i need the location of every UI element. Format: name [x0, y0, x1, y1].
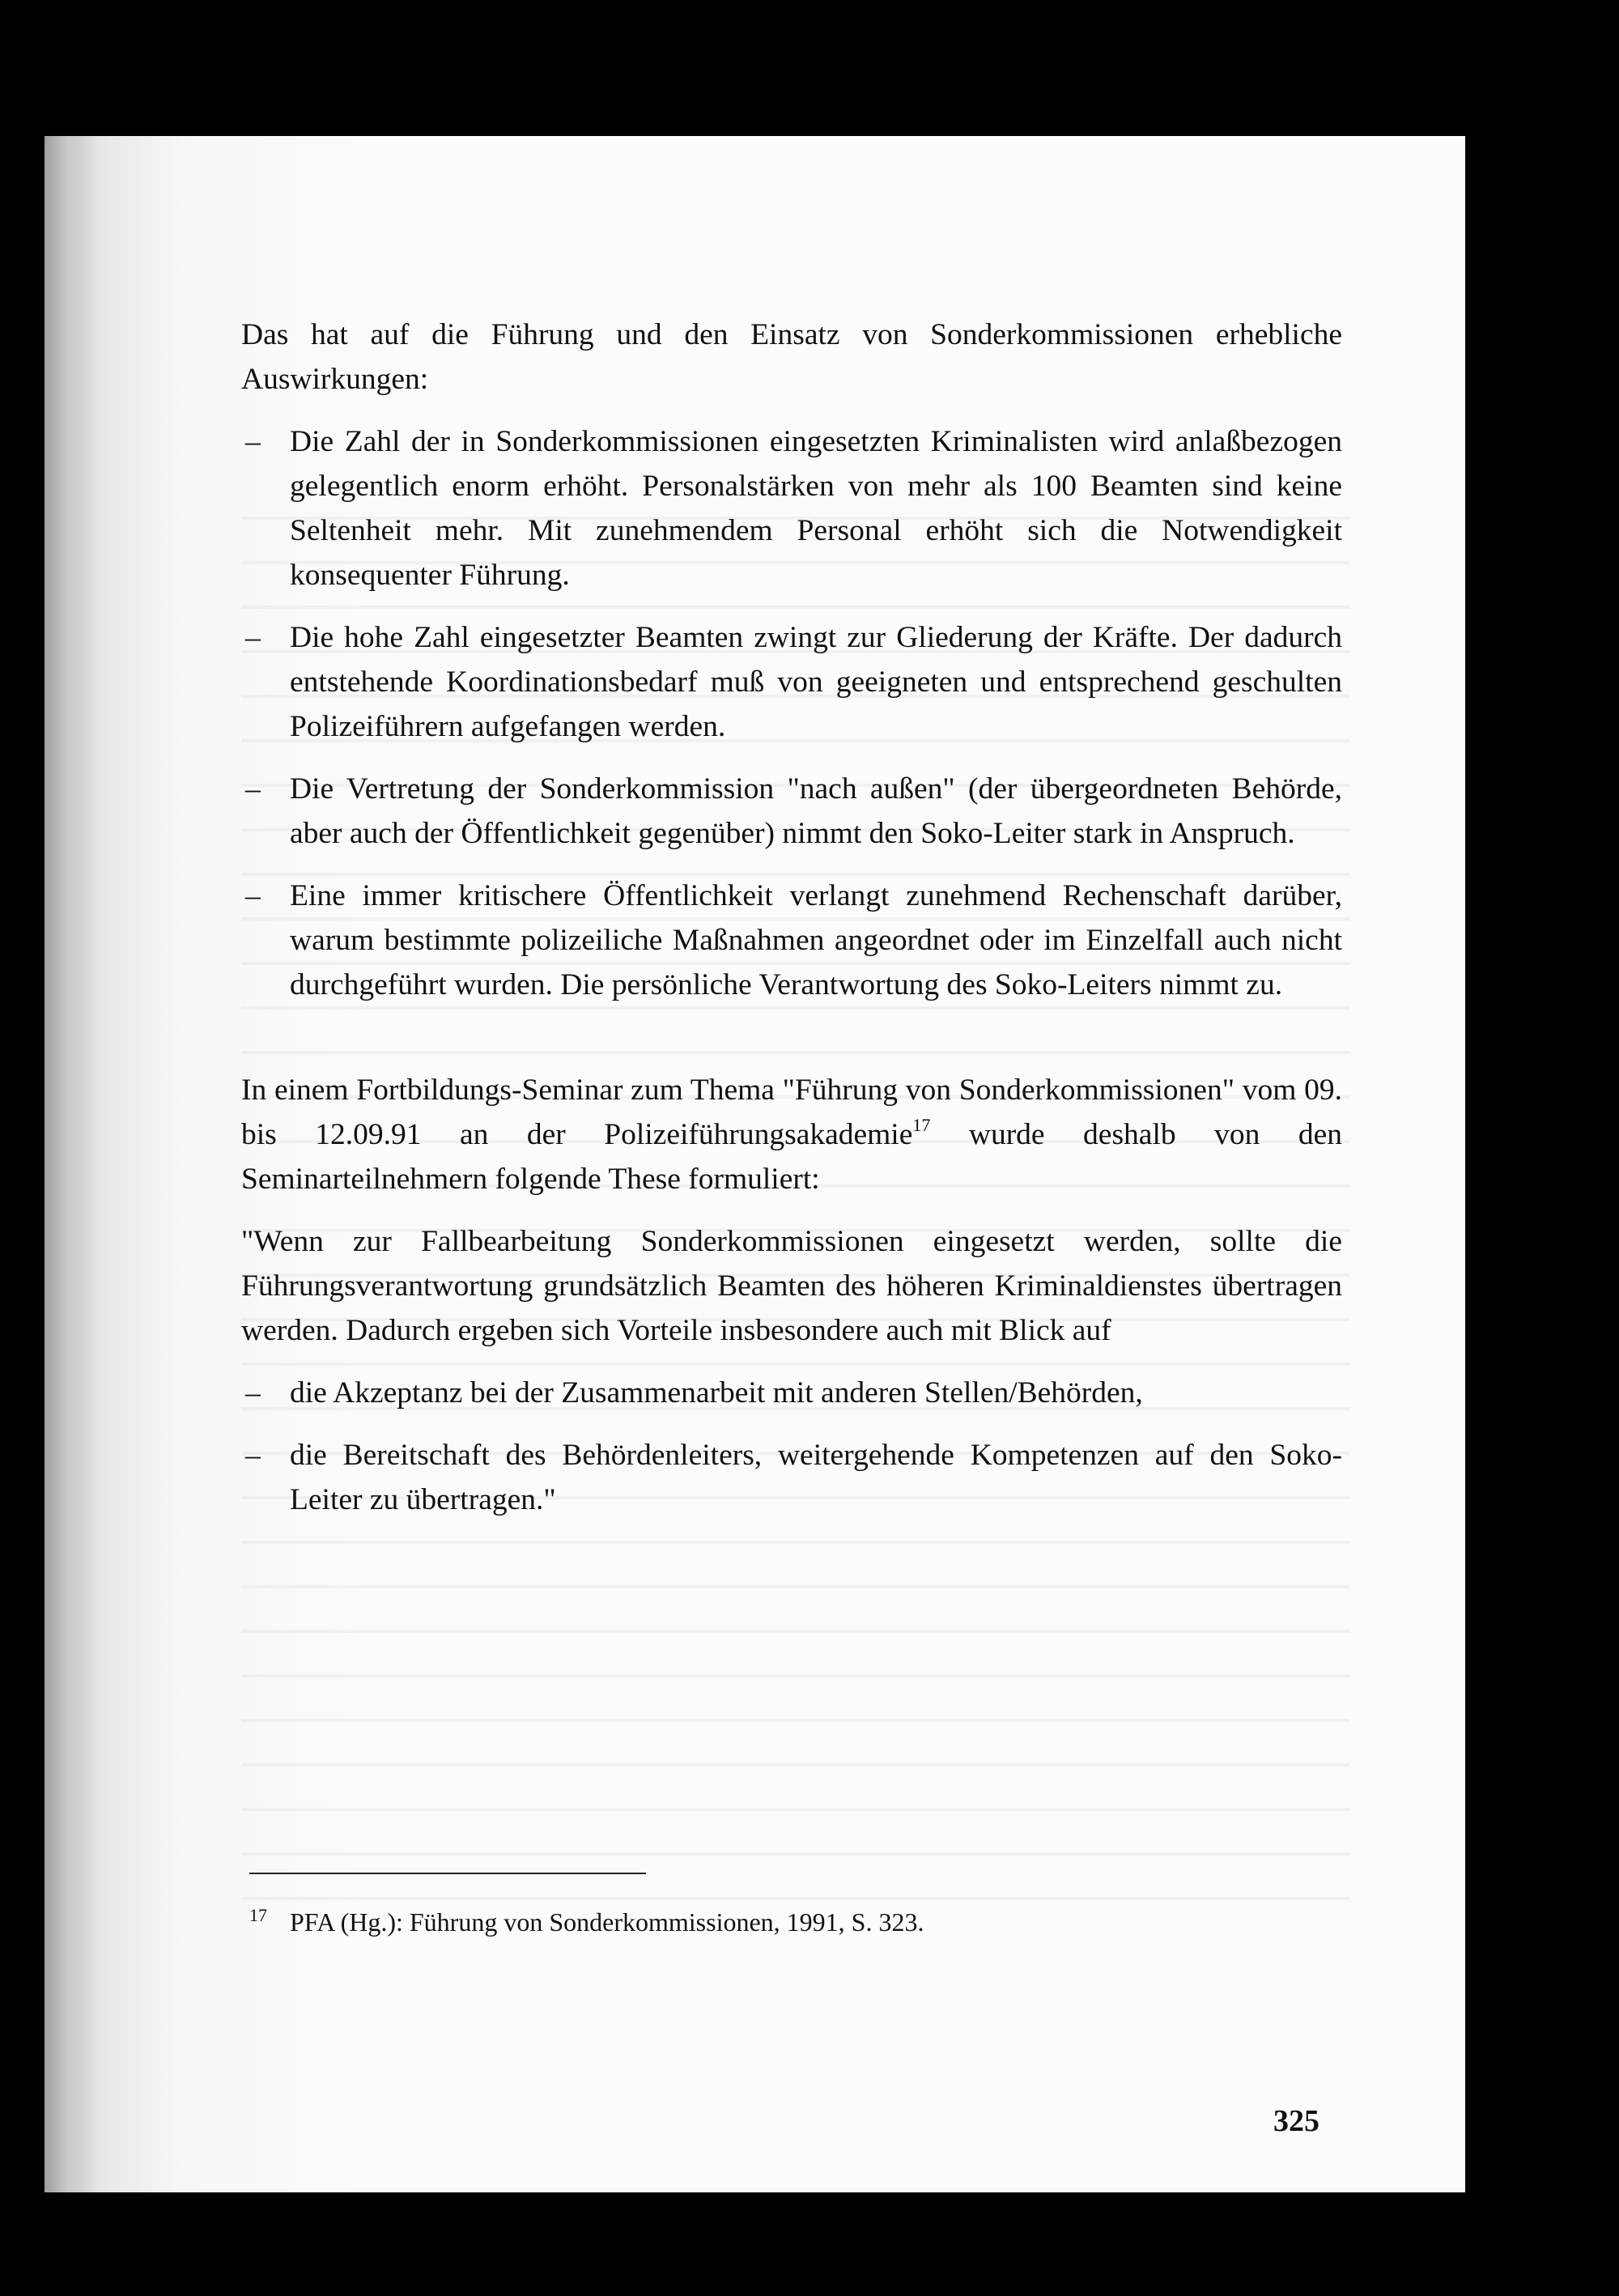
intro-paragraph: Das hat auf die Führung und den Einsatz von Sonderkommissionen erhebliche Auswirkungen:	[241, 318, 1342, 396]
list-item	[241, 419, 1342, 597]
list-item	[241, 615, 1342, 749]
dash-marker: –	[245, 425, 261, 458]
page-body	[241, 313, 1342, 1522]
seminar-text-after: wurde deshalb von den Seminarteilnehmern folgende These formuliert:	[241, 1118, 1342, 1196]
quote-paragraph: "Wenn zur Fallbearbeitung Sonderkommissionen eingesetzt werden, sollte die Führungsverantwortung grundsätzlich Beamten des höheren Kriminaldienstes übertragen werden. Dadurch ergeben sich Vorteile insbesondere auch mit Blick auf	[241, 1225, 1342, 1347]
quote-list-item-text: die Akzeptanz bei der Zusammenarbeit mit anderen Stellen/Behörden,	[290, 1376, 1143, 1409]
list-item	[241, 767, 1342, 856]
dash-marker: –	[245, 1439, 261, 1472]
dash-marker: –	[245, 772, 261, 806]
quote-list-item	[241, 1433, 1342, 1522]
page-number: 325	[1273, 2104, 1319, 2138]
footnote	[249, 1904, 924, 1940]
seminar-paragraph	[241, 1068, 1342, 1201]
footnote-separator	[249, 1873, 646, 1874]
dash-marker: –	[245, 1376, 261, 1409]
quote-list-item-text: die Bereitschaft des Behördenleiters, weitergehende Kompetenzen auf den Soko-Leiter zu übertragen."	[290, 1439, 1342, 1516]
footnote-reference: 17	[912, 1115, 931, 1135]
list-item-text: Die hohe Zahl eingesetzter Beamten zwingt zur Gliederung der Kräfte. Der dadurch entstehende Koordinationsbedarf muß von geeigneten und entsprechend geschulten Polizeiführern aufgefangen werden.	[290, 621, 1342, 743]
list-item	[241, 874, 1342, 1007]
list-item-text: Die Zahl der in Sonderkommissionen eingesetzten Kriminalisten wird anlaßbezogen gelegentlich enorm erhöht. Personalstärken von mehr als 100 Beamten sind keine Seltenheit mehr. Mit zunehmendem Personal erhöht sich die Notwendigkeit konsequenter Führung.	[290, 425, 1342, 592]
list-item-text: Eine immer kritischere Öffentlichkeit verlangt zunehmend Rechenschaft darüber, warum bestimmte polizeiliche Maßnahmen angeordnet oder im Einzelfall auch nicht durchgeführt wurden. Die persönliche Verantwortung des Soko-Leiters nimmt zu.	[290, 879, 1342, 1001]
quote-list-item	[241, 1371, 1342, 1415]
dash-marker: –	[245, 879, 261, 912]
dash-marker: –	[245, 621, 261, 654]
list-item-text: Die Vertretung der Sonderkommission "nach außen" (der übergeordneten Behörde, aber auch der Öffentlichkeit gegenüber) nimmt den Soko-Leiter stark in Anspruch.	[290, 772, 1342, 850]
footnote-mark: 17	[249, 1905, 267, 1925]
seminar-text-before: In einem Fortbildungs-Seminar zum Thema "Führung von Sonderkommissionen" vom 09. bis 12.09.91 an der Polizeiführungsakademie	[241, 1074, 1342, 1151]
footnote-text: PFA (Hg.): Führung von Sonderkommissionen, 1991, S. 323.	[290, 1907, 924, 1937]
